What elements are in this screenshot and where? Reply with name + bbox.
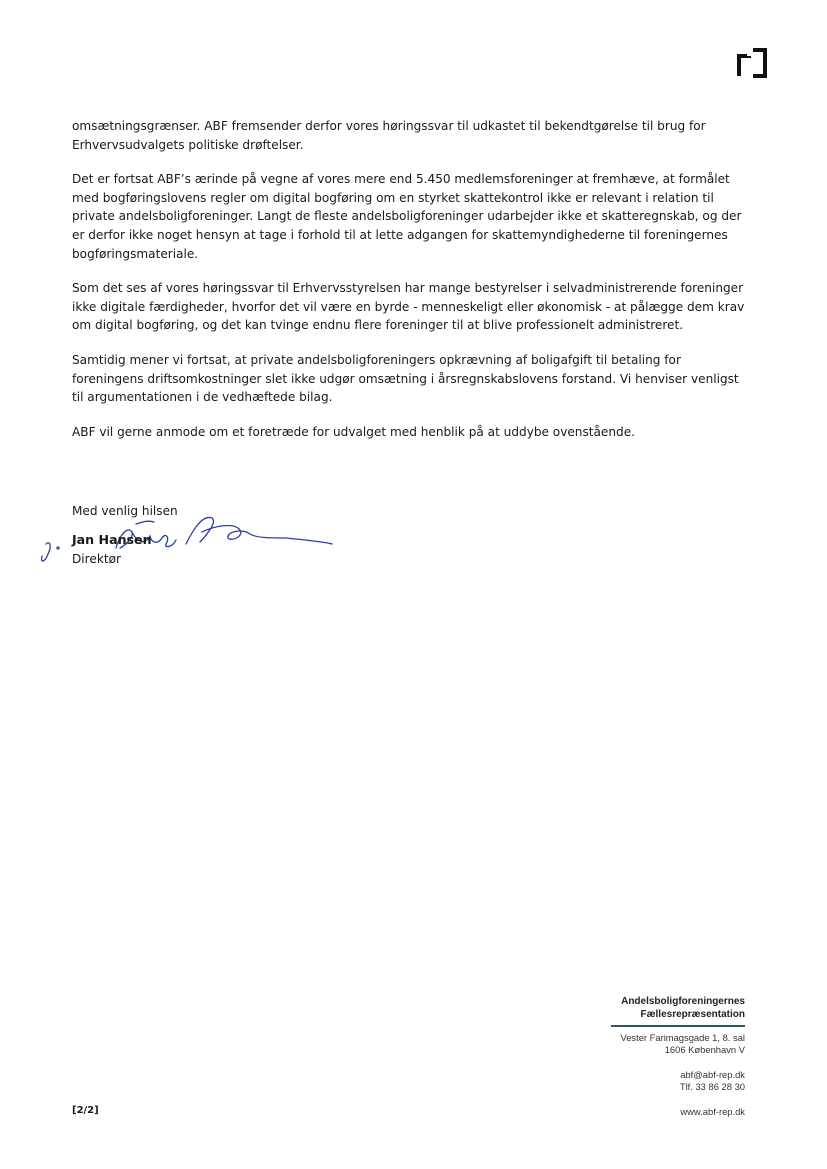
greeting: Med venlig hilsen — [72, 504, 178, 518]
phone: Tlf. 33 86 28 30 — [679, 1081, 745, 1093]
closing-block — [72, 502, 178, 568]
email-link[interactable]: abf@abf-rep.dk — [680, 1068, 745, 1080]
org-name-line1: Andelsboligforeningernes — [621, 996, 745, 1007]
address-line2: 1606 København V — [664, 1044, 745, 1056]
paragraph-3: Som det ses af vores høringssvar til Erhvervsstyrelsen har mange bestyrelser i selvadministrerende foreninger ikke digitale færdigheder, hvorfor det vil være en byrde - menneskeligt eller økonomisk - at pålægge dem krav om digital bogføring, og det kan tvinge endnu flere foreninger til at blive professionelt administreret. — [72, 281, 745, 333]
org-name-line2: Fællesrepræsentation — [640, 1009, 745, 1020]
paragraph-2: Det er fortsat ABF’s ærinde på vegne af vores mere end 5.450 medlemsforeninger at fremhæve, at formålet med bogføringslovens regler om digital bogføring om en styrket skattekontrol ikke er relevant i relation til private andelsboligforeninger. Langt de fleste andelsboligforeninger udarbejder ikke et skatteregnskab, og der er derfor ikke noget hensyn at tage i forhold til at lette adgangen for skattemyndighederne til foreningernes bogføringsmateriale. — [72, 172, 742, 261]
contact — [611, 1069, 745, 1094]
address-line1: Vester Farimagsgade 1, 8. sal — [620, 1032, 745, 1043]
paragraph-4: Samtidig mener vi fortsat, at private andelsboligforeningers opkrævning af boligafgift til betaling for foreningens driftsomkostninger slet ikke udgør omsætning i årsregnskabslovens forstand. Vi henviser venligst til argumentationen i de vedhæftede bilag. — [72, 352, 739, 405]
letter-body — [72, 117, 752, 457]
page-number: [2/2] — [72, 1105, 99, 1116]
address — [611, 1032, 745, 1057]
signer-name: Jan Hansen — [72, 532, 152, 547]
abf-logo-icon — [737, 48, 767, 78]
paragraph-5: ABF vil gerne anmode om et foretræde for udvalget med henblik på at uddybe ovenstående. — [72, 424, 635, 439]
paragraph-1: omsætningsgrænser. ABF fremsender derfor vores høringssvar til udkastet til bekendtgørelse til brug for Erhvervsudvalgets politiske drøftelser. — [72, 119, 706, 152]
footer-divider — [611, 1025, 745, 1027]
signer-title: Direktør — [72, 552, 121, 566]
website-link[interactable]: www.abf-rep.dk — [680, 1105, 745, 1117]
footer-contact — [611, 995, 745, 1118]
